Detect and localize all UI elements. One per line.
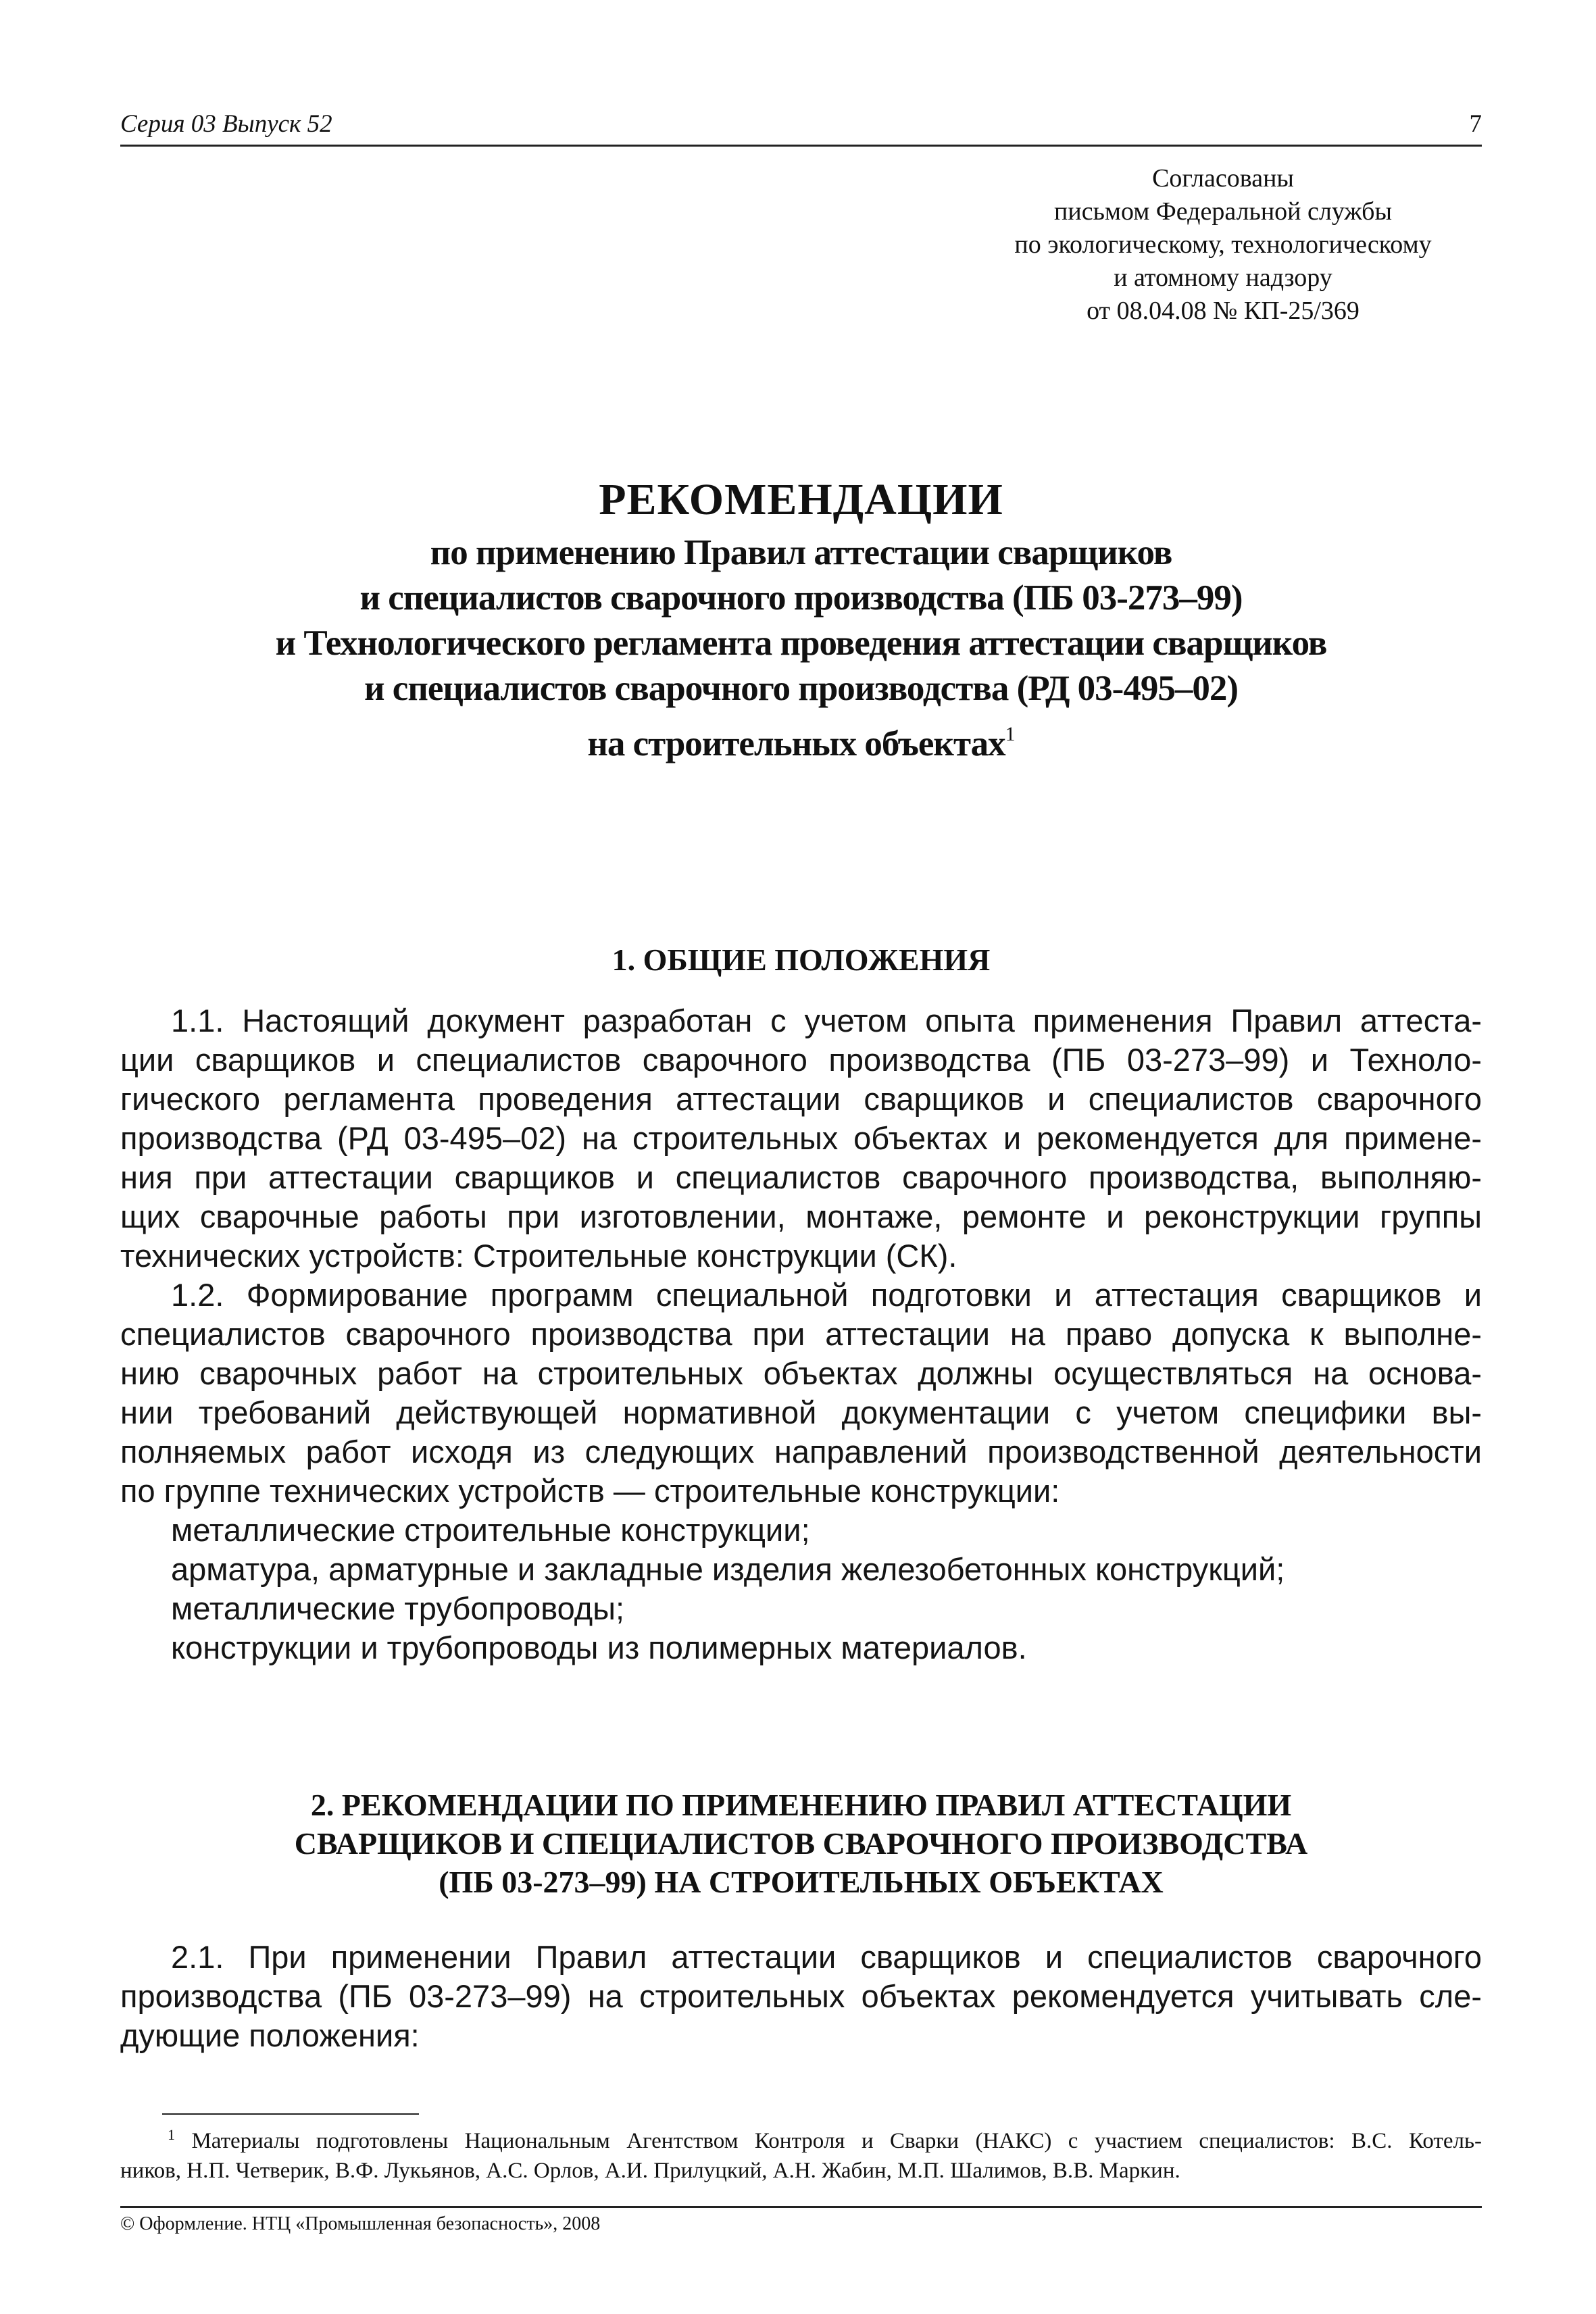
text-line: производства (ПБ 03-273–99) на строительных объектах рекомендуется учитывать сле-: [120, 1978, 1482, 2014]
approval-line: от 08.04.08 № КП-25/369: [1087, 297, 1360, 325]
text-line: полняемых работ исходя из следующих направлений производственной деятельности: [120, 1434, 1482, 1469]
text-line: щих сварочные работы при изготовлении, монтаже, ремонте и реконструкции группы: [120, 1199, 1482, 1234]
text-line: по группе технических устройств — строительные конструкции:: [120, 1473, 1060, 1509]
text-line: 1.2. Формирование программ специальной подготовки и аттестация сварщиков и: [171, 1277, 1482, 1313]
heading-line: СВАРЩИКОВ И СПЕЦИАЛИСТОВ СВАРОЧНОГО ПРОИЗВОДСТВА: [294, 1826, 1308, 1861]
title-line-text: на строительных объектах: [587, 724, 1005, 763]
text-line: 1.1. Настоящий документ разработан с учетом опыта применения Правил аттеста-: [171, 1003, 1482, 1038]
title-line: и специалистов сварочного производства (РД 03-495–02): [364, 669, 1238, 708]
footnote-line: ников, Н.П. Четверик, В.Ф. Лукьянов, А.С. Орлов, А.И. Прилуцкий, А.Н. Жабин, М.П. Шалимов, В.В. Маркин.: [120, 2159, 1180, 2183]
list-item: арматура, арматурные и закладные изделия железобетонных конструкций;: [171, 1551, 1285, 1587]
copyright-text: © Оформление. НТЦ «Промышленная безопасность», 2008: [120, 2213, 601, 2234]
section-2-heading: [120, 1786, 1482, 1901]
text-line: производства (РД 03-495–02) на строительных объектах и рекомендуется для примене-: [120, 1120, 1482, 1156]
text-line: дующие положения:: [120, 2017, 420, 2053]
section-1-body: [120, 1001, 1482, 1667]
approval-block: [946, 162, 1500, 328]
series-label: Серия 03 Выпуск 52: [120, 110, 332, 138]
title-main: РЕКОМЕНДАЦИИ: [599, 475, 1003, 524]
footnote-line: [120, 2120, 1482, 2156]
heading-line: (ПБ 03-273–99) НА СТРОИТЕЛЬНЫХ ОБЪЕКТАХ: [439, 1865, 1164, 1899]
approval-line: письмом Федеральной службы: [1054, 197, 1392, 226]
list-item: металлические строительные конструкции;: [171, 1512, 810, 1548]
document-title: [120, 470, 1482, 767]
text-line: нию сварочных работ на строительных объектах должны осуществляться на основа-: [120, 1355, 1482, 1391]
title-line: по применению Правил аттестации сварщиков: [430, 533, 1172, 572]
running-header: [120, 107, 1482, 147]
list-item: металлические трубопроводы;: [171, 1590, 625, 1626]
section-1-heading: 1. ОБЩИЕ ПОЛОЖЕНИЯ: [612, 942, 991, 977]
page-number: 7: [1469, 110, 1482, 138]
title-line: и Технологического регламента проведения аттестации сварщиков: [275, 624, 1327, 663]
footnote-divider: [162, 2113, 419, 2115]
footnote-mark: 1: [168, 2126, 175, 2143]
copyright-divider: [120, 2206, 1482, 2208]
title-line-last: [120, 711, 1482, 767]
title-line: и специалистов сварочного производства (ПБ 03-273–99): [359, 578, 1243, 618]
text-line: ции сварщиков и специалистов сварочного производства (ПБ 03-273–99) и Техноло-: [120, 1042, 1482, 1078]
title-footnote-mark[interactable]: 1: [1005, 723, 1015, 745]
footnote-text: Материалы подготовлены Национальным Агентством Контроля и Сварки (НАКС) с участием специалистов: В.С. Котель-: [191, 2129, 1482, 2153]
section-2-body: [120, 1938, 1482, 2055]
footnote: [120, 2120, 1482, 2186]
heading-line: 2. РЕКОМЕНДАЦИИ ПО ПРИМЕНЕНИЮ ПРАВИЛ АТТЕСТАЦИИ: [310, 1788, 1292, 1822]
text-line: гического регламента проведения аттестации сварщиков и специалистов сварочного: [120, 1081, 1482, 1117]
text-line: нии требований действующей нормативной документации с учетом специфики вы-: [120, 1394, 1482, 1430]
list-item: конструкции и трубопроводы из полимерных материалов.: [171, 1630, 1027, 1665]
approval-line: по экологическому, технологическому: [1014, 230, 1432, 259]
text-line: специалистов сварочного производства при аттестации на право допуска к выполне-: [120, 1316, 1482, 1352]
text-line: ния при аттестации сварщиков и специалистов сварочного производства, выполняю-: [120, 1159, 1482, 1195]
approval-line: Согласованы: [1152, 164, 1294, 193]
text-line: технических устройств: Строительные конструкции (СК).: [120, 1238, 957, 1274]
approval-line: и атомному надзору: [1114, 263, 1332, 292]
text-line: 2.1. При применении Правил аттестации сварщиков и специалистов сварочного: [171, 1939, 1482, 1975]
